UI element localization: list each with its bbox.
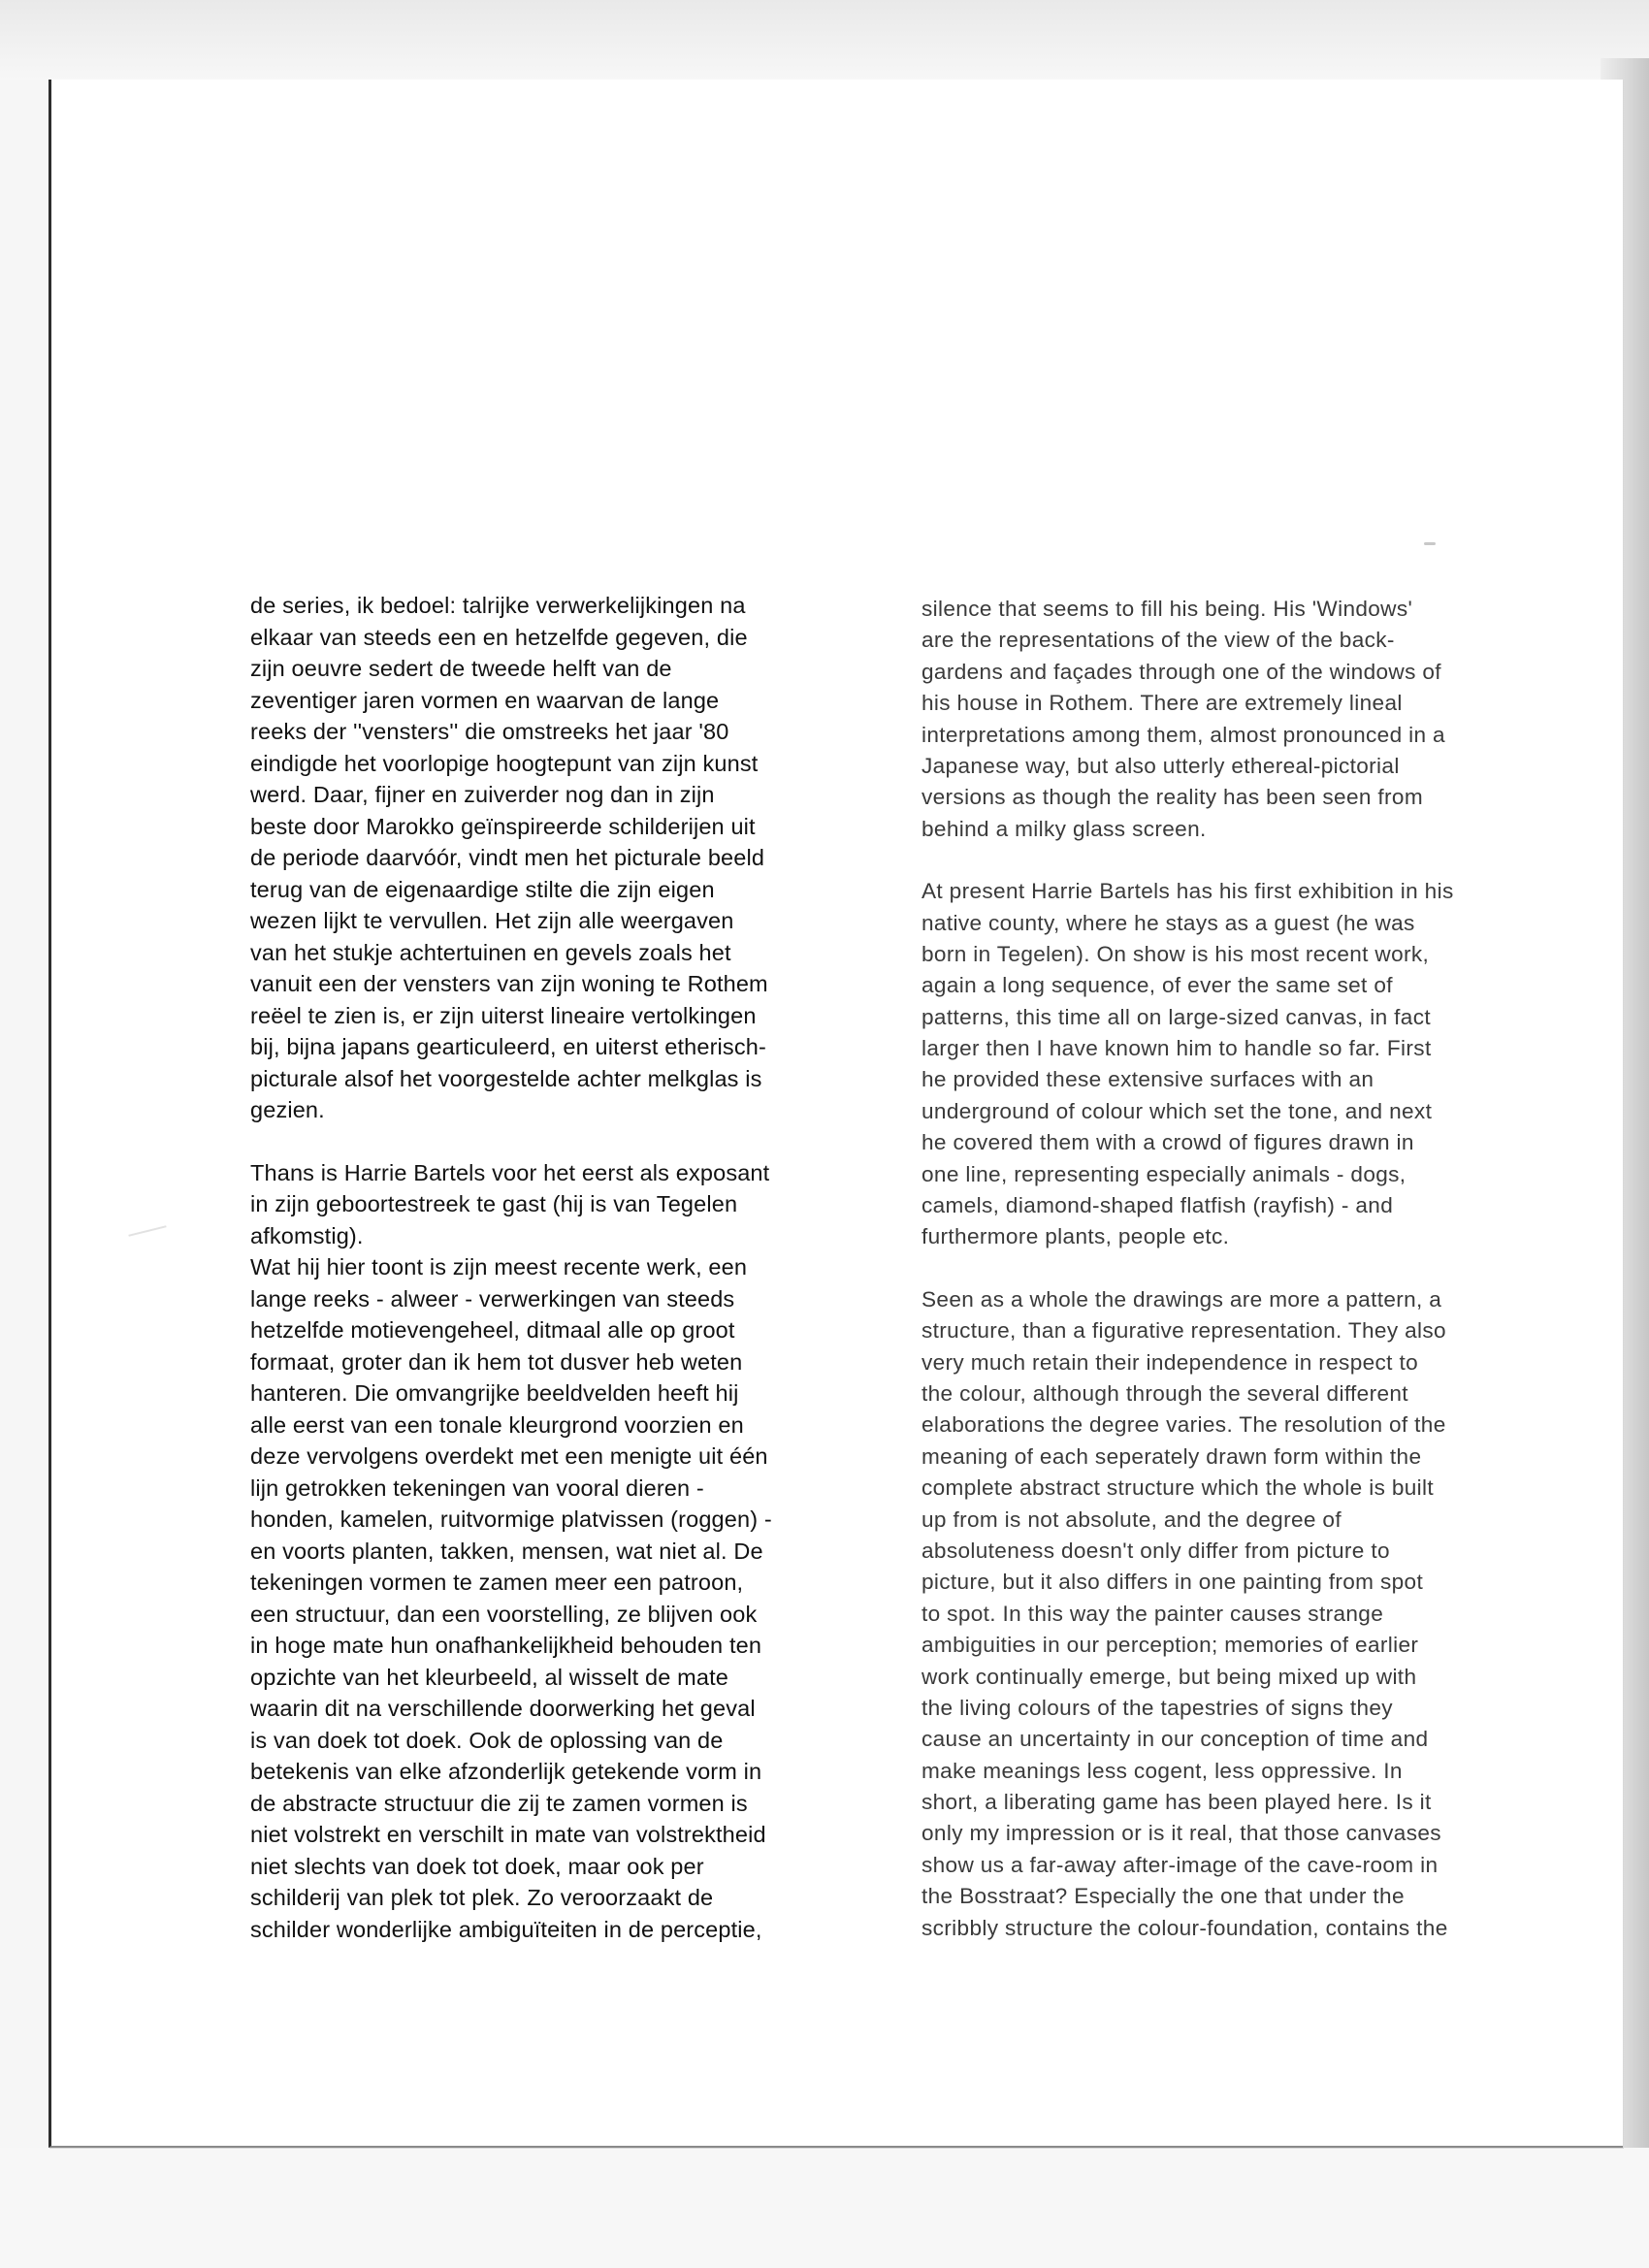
text-line: formaat, groter dan ik hem tot dusver heb weten [250, 1348, 743, 1375]
text-line: make meanings less cogent, less oppressive. In [922, 1758, 1403, 1783]
text-line: short, a liberating game has been played here. Is it [922, 1790, 1432, 1815]
text-line: furthermore plants, people etc. [922, 1224, 1230, 1249]
text-line: eindigde het voorlopige hoogtepunt van zijn kunst [250, 750, 759, 776]
text-line: he covered them with a crowd of figures drawn in [922, 1130, 1414, 1155]
text-line: interpretations among them, almost pronounced in a [922, 722, 1445, 747]
text-line: opzichte van het kleurbeeld, al wisselt de mate [250, 1664, 728, 1690]
paragraph [250, 590, 871, 1126]
text-line: beste door Marokko geïnspireerde schilderijen uit [250, 813, 756, 839]
text-line: Thans is Harrie Bartels voor het eerst als exposant [250, 1159, 770, 1185]
text-line: larger then I have known him to handle so far. First [922, 1036, 1432, 1061]
text-line: gezien. [250, 1097, 325, 1122]
text-line: een structuur, dan een voorstelling, ze blijven ook [250, 1601, 758, 1627]
text-line: scribbly structure the colour-foundation, contains the [922, 1915, 1448, 1940]
text-line: gardens and façades through one of the windows of [922, 659, 1441, 684]
text-line: one line, representing especially animals - dogs, [922, 1161, 1406, 1186]
text-line: elkaar van steeds een en hetzelfde gegeven, die [250, 624, 748, 650]
text-line: de periode daarvóór, vindt men het picturale beeld [250, 845, 765, 870]
text-line: versions as though the reality has been seen from [922, 785, 1424, 810]
text-line: alle eerst van een tonale kleurgrond voorzien en [250, 1411, 744, 1438]
text-line: lange reeks - alweer - verwerkingen van steeds [250, 1285, 735, 1312]
paragraph [922, 1284, 1542, 1944]
text-line: de series, ik bedoel: talrijke verwerkelijkingen na [250, 593, 746, 618]
text-line: honden, kamelen, ruitvormige platvissen (roggen) - [250, 1507, 772, 1532]
text-line: is van doek tot doek. Ook de oplossing van de [250, 1727, 724, 1753]
text-line: terug van de eigenaardige stilte die zijn eigen [250, 876, 715, 902]
text-line: lijn getrokken tekeningen van vooral dieren - [250, 1474, 704, 1501]
text-line: zeventiger jaren vormen en waarvan de lange [250, 687, 720, 713]
text-line: Wat hij hier toont is zijn meest recente werk, een [250, 1254, 748, 1280]
text-line: underground of colour which set the tone, and next [922, 1098, 1433, 1123]
scan-bottom-strip [0, 2148, 1649, 2268]
paragraph [922, 876, 1542, 1253]
text-line: reëel te zien is, er zijn uiterst lineaire vertolkingen [250, 1002, 757, 1028]
text-line: structure, than a figurative representation. They also [922, 1318, 1446, 1344]
text-line: the Bosstraat? Especially the one that under the [922, 1884, 1405, 1909]
paragraph [250, 1157, 871, 1946]
text-line: schilder wonderlijke ambiguïteiten in de perceptie, [250, 1916, 762, 1942]
text-line: work continually emerge, but being mixed up with [922, 1664, 1417, 1689]
text-line: behind a milky glass screen. [922, 816, 1207, 841]
text-line: up from is not absolute, and the degree of [922, 1507, 1342, 1532]
text-line: in zijn geboortestreek te gast (hij is van Tegelen [250, 1191, 738, 1216]
text-line: camels, diamond-shaped flatfish (rayfish) - and [922, 1193, 1394, 1218]
right-column-english-text [922, 594, 1542, 1944]
text-line: elaborations the degree varies. The resolution of the [922, 1412, 1446, 1438]
text-line: wezen lijkt te vervullen. Het zijn alle weergaven [250, 908, 734, 933]
text-line: again a long sequence, of ever the same set of [922, 973, 1393, 998]
text-line: are the representations of the view of the back- [922, 628, 1395, 653]
text-line: native county, where he stays as a guest (he was [922, 910, 1415, 935]
text-line: reeks der ''vensters'' die omstreeks het jaar '80 [250, 719, 729, 744]
scan-speck [1424, 542, 1436, 545]
text-line: absoluteness doesn't only differ from picture to [922, 1538, 1390, 1563]
text-line: picturale alsof het voorgestelde achter melkglas is [250, 1065, 762, 1091]
text-line: de abstracte structuur die zij te zamen vormen is [250, 1790, 748, 1816]
text-line: At present Harrie Bartels has his first exhibition in his [922, 879, 1454, 904]
text-line: complete abstract structure which the whole is built [922, 1475, 1435, 1501]
text-line: the colour, although through the several different [922, 1380, 1408, 1406]
text-line: vanuit een der vensters van zijn woning te Rothem [250, 971, 768, 996]
text-line: afkomstig). [250, 1222, 364, 1248]
text-line: in hoge mate hun onafhankelijkheid behouden ten [250, 1633, 762, 1658]
paragraph [922, 594, 1542, 845]
text-line: niet volstrekt en verschilt in mate van volstrektheid [250, 1822, 766, 1847]
text-line: he provided these extensive surfaces with an [922, 1067, 1374, 1092]
text-line: Seen as a whole the drawings are more a pattern, a [922, 1286, 1442, 1312]
text-line: patterns, this time all on large-sized canvas, in fact [922, 1004, 1431, 1029]
text-line: very much retain their independence in respect to [922, 1349, 1418, 1375]
text-line: betekenis van elke afzonderlijk getekende vorm in [250, 1759, 762, 1784]
text-line: hanteren. Die omvangrijke beeldvelden heeft hij [250, 1380, 739, 1406]
text-line: Japanese way, but also utterly ethereal-pictorial [922, 753, 1400, 778]
text-line: tekeningen vormen te zamen meer een patroon, [250, 1570, 744, 1595]
text-line: the living colours of the tapestries of signs they [922, 1695, 1393, 1720]
text-line: silence that seems to fill his being. His 'Windows' [922, 597, 1413, 621]
text-line: werd. Daar, fijner en zuiverder nog dan in zijn [250, 782, 715, 807]
text-line: bij, bijna japans gearticuleerd, en uiterst etherisch- [250, 1034, 766, 1059]
scan-top-shadow [0, 0, 1649, 80]
text-line: meaning of each seperately drawn form within the [922, 1443, 1422, 1469]
text-line: ambiguities in our perception; memories of earlier [922, 1633, 1419, 1658]
text-line: waarin dit na verschillende doorwerking het geval [250, 1696, 756, 1721]
text-line: niet slechts van doek tot doek, maar ook per [250, 1853, 704, 1879]
text-line: zijn oeuvre sedert de tweede helft van de [250, 656, 672, 681]
text-line: only my impression or is it real, that those canvases [922, 1821, 1441, 1846]
text-line: to spot. In this way the painter causes strange [922, 1601, 1384, 1626]
text-line: show us a far-away after-image of the cave-room in [922, 1852, 1439, 1877]
text-line: born in Tegelen). On show is his most recent work, [922, 941, 1430, 966]
text-line: van het stukje achtertuinen en gevels zoals het [250, 939, 731, 965]
text-line: cause an uncertainty in our conception of time and [922, 1727, 1429, 1752]
text-line: schilderij van plek tot plek. Zo veroorzaakt de [250, 1885, 714, 1910]
text-line: his house in Rothem. There are extremely lineal [922, 691, 1403, 716]
text-line: en voorts planten, takken, mensen, wat niet al. De [250, 1538, 763, 1564]
text-line: hetzelfde motievengeheel, ditmaal alle op groot [250, 1317, 735, 1343]
left-column-dutch-text [250, 590, 871, 1945]
text-line: picture, but it also differs in one painting from spot [922, 1570, 1424, 1595]
text-line: deze vervolgens overdekt met een menigte uit één [250, 1443, 768, 1469]
